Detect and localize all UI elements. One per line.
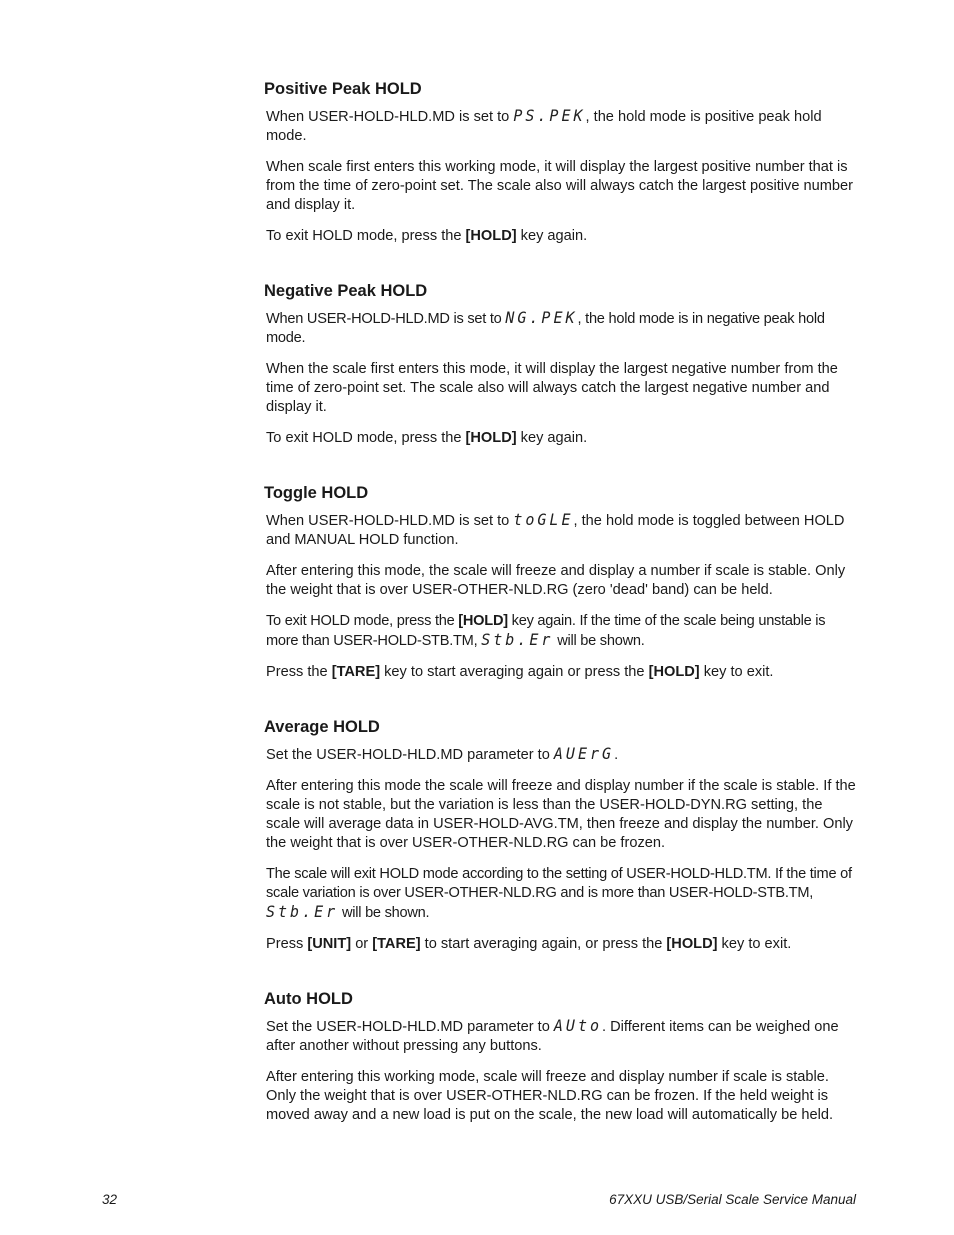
paragraph bbox=[266, 865, 860, 923]
section-heading: Average HOLD bbox=[264, 718, 380, 736]
text: . bbox=[614, 747, 619, 763]
paragraph bbox=[266, 511, 860, 550]
section-heading: Auto HOLD bbox=[264, 990, 353, 1008]
paragraph bbox=[266, 429, 860, 448]
key-label: [HOLD] bbox=[666, 936, 718, 952]
text: Press the bbox=[266, 664, 332, 680]
section-average-hold bbox=[264, 718, 860, 954]
text: key again. bbox=[516, 430, 588, 446]
display-code: PS.PEK bbox=[513, 106, 586, 126]
paragraph bbox=[266, 612, 860, 651]
section-heading: Negative Peak HOLD bbox=[264, 282, 428, 300]
display-code: AUto bbox=[553, 1016, 603, 1036]
paragraph bbox=[266, 107, 860, 146]
key-label: [HOLD] bbox=[458, 613, 508, 629]
paragraph bbox=[266, 663, 860, 682]
text: , the hold mode is positive peak hold mode. bbox=[266, 109, 822, 144]
paragraph bbox=[266, 309, 860, 348]
text: , the hold mode is toggled between HOLD and MANUAL HOLD function. bbox=[266, 513, 845, 548]
page-number: 32 bbox=[102, 1192, 118, 1207]
text: key to exit. bbox=[699, 664, 774, 680]
key-label: [HOLD] bbox=[465, 228, 517, 244]
display-code: AUErG bbox=[553, 744, 615, 764]
text: or bbox=[351, 936, 373, 952]
text: To exit HOLD mode, press the bbox=[266, 613, 459, 629]
text: The scale will exit HOLD mode according to the setting of USER-HOLD-HLD.TM. If the time of scale variation is over USER-OTHER-NLD.RG and is more than USER-HOLD-STB.TM, bbox=[266, 866, 852, 901]
key-label: [HOLD] bbox=[648, 664, 700, 680]
text: will be shown. bbox=[553, 633, 645, 649]
text: key again. If the time of the scale being unstable is more than USER-HOLD-STB.TM, bbox=[266, 613, 826, 649]
text: will be shown. bbox=[338, 905, 430, 921]
text: , the hold mode is in negative peak hold mode. bbox=[266, 311, 825, 346]
manual-title: 67XXU USB/Serial Scale Service Manual bbox=[609, 1192, 856, 1207]
paragraph bbox=[266, 227, 860, 246]
text: To exit HOLD mode, press the bbox=[266, 228, 466, 244]
section-heading: Toggle HOLD bbox=[264, 484, 369, 502]
text: To exit HOLD mode, press the bbox=[266, 430, 466, 446]
key-label: [HOLD] bbox=[465, 430, 517, 446]
section-positive-peak-hold bbox=[264, 80, 860, 246]
text: Set the USER-HOLD-HLD.MD parameter to bbox=[266, 1019, 554, 1035]
text: When USER-HOLD-HLD.MD is set to bbox=[266, 513, 514, 529]
paragraph: When scale first enters this working mode, it will display the largest positive number that is from the time of zero-point set. The scale also will always catch the largest positive number and display it. bbox=[266, 159, 853, 213]
text: key to start averaging again or press the bbox=[380, 664, 649, 680]
text: to start averaging again, or press the bbox=[420, 936, 667, 952]
section-toggle-hold bbox=[264, 484, 860, 682]
text: Set the USER-HOLD-HLD.MD parameter to bbox=[266, 747, 554, 763]
text: key to exit. bbox=[717, 936, 792, 952]
text: Press bbox=[266, 936, 308, 952]
paragraph bbox=[266, 1017, 860, 1056]
key-label: [TARE] bbox=[372, 936, 421, 952]
text: . Different items can be weighed one after another without pressing any buttons. bbox=[266, 1019, 839, 1054]
page-content bbox=[264, 80, 860, 1125]
display-code: Stb.Er bbox=[481, 630, 554, 650]
section-negative-peak-hold bbox=[264, 282, 860, 448]
display-code: toGLE bbox=[513, 510, 574, 530]
text: key again. bbox=[516, 228, 588, 244]
display-code: NG.PEK bbox=[505, 308, 578, 328]
key-label: [UNIT] bbox=[307, 936, 352, 952]
paragraph: When the scale first enters this mode, it will display the largest negative number from the time of zero-point set. The scale also will always catch the largest negative number and display it. bbox=[266, 361, 838, 415]
paragraph: After entering this mode the scale will freeze and display number if the scale is stable. If the scale is not stable, but the variation is less than the USER-HOLD-DYN.RG setting, the scale will average data in USER-HOLD-AVG.TM, then freeze and display the number. Only the weight that is over USER-OTHER-NLD.RG can be frozen. bbox=[266, 778, 856, 851]
text: When USER-HOLD-HLD.MD is set to bbox=[266, 109, 514, 125]
paragraph: After entering this working mode, scale will freeze and display number if scale is stable. Only the weight that is over USER-OTHER-NLD.RG can be frozen. If the held weight is moved away and a new load is put on the scale, the new load will automatically be held. bbox=[266, 1069, 834, 1123]
text: When USER-HOLD-HLD.MD is set to bbox=[266, 311, 506, 327]
paragraph bbox=[266, 935, 860, 954]
paragraph: After entering this mode, the scale will freeze and display a number if scale is stable. Only the weight that is over USER-OTHER-NLD.RG (zero 'dead' band) can be held. bbox=[266, 563, 846, 598]
section-heading: Positive Peak HOLD bbox=[264, 80, 422, 98]
display-code: Stb.Er bbox=[266, 902, 339, 922]
key-label: [TARE] bbox=[331, 664, 381, 680]
section-auto-hold bbox=[264, 990, 860, 1125]
paragraph bbox=[266, 745, 860, 765]
